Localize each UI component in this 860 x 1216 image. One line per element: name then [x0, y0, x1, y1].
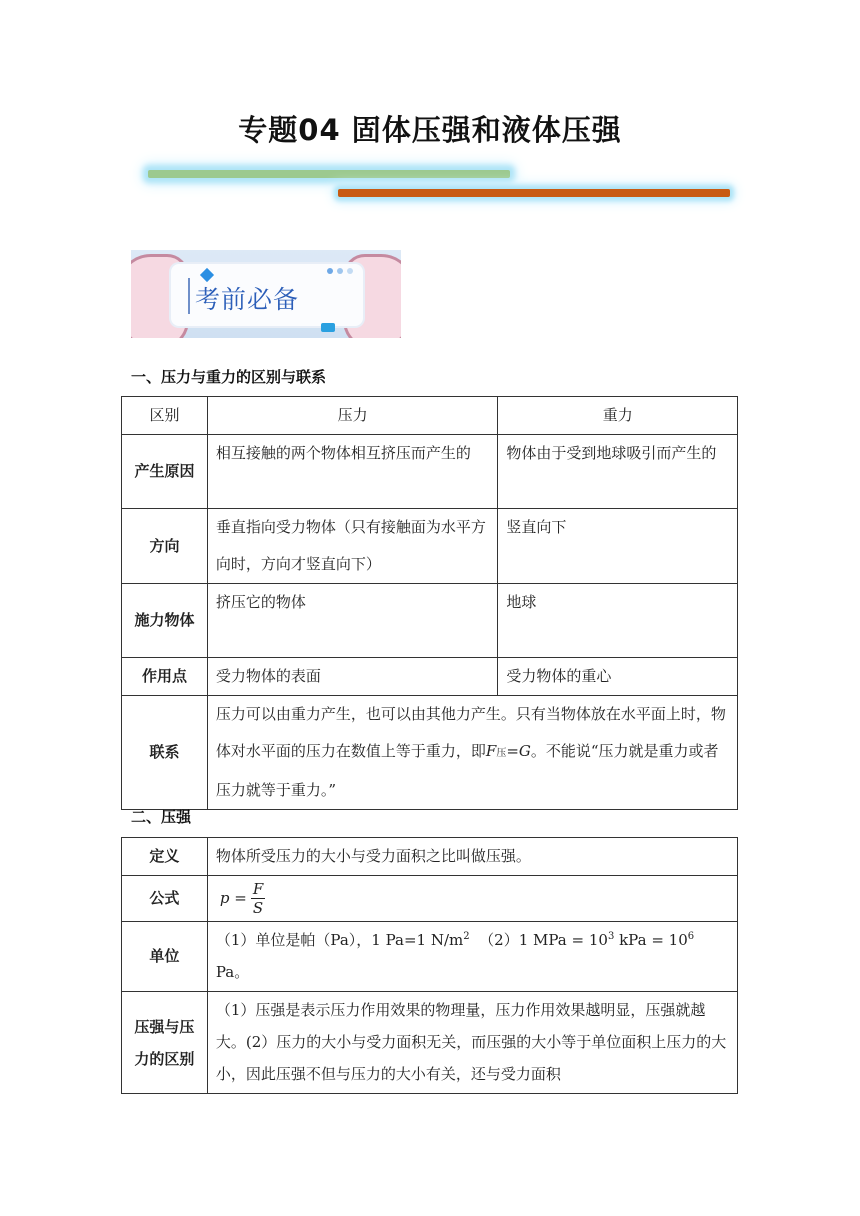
text-cursor-icon: [188, 278, 190, 314]
row-label: 施力物体: [122, 584, 208, 658]
section-heading-2: 二、压强: [131, 808, 192, 826]
force-gravity-table: [121, 396, 738, 810]
pressure-cell: 挤压它的物体: [207, 584, 498, 658]
unit-exponent: 3: [607, 931, 615, 942]
banner-label: 考前必备: [195, 285, 300, 314]
gravity-cell: 竖直向下: [498, 509, 738, 584]
relation-text: 。不能说“压力就是重力或者压力就等于重力。”: [215, 742, 719, 799]
header-cell: 区别: [122, 397, 208, 435]
table-row: [122, 658, 738, 696]
relation-text: 压力可以由重力产生，也可以由其他力产生。只有当物体放在水平面上时，物体对水平面的压力在数值上等于重力，即: [215, 705, 726, 760]
table-row: [122, 509, 738, 584]
banner-image: [131, 250, 401, 338]
section-heading-1: 一、压力与重力的区别与联系: [131, 368, 327, 386]
unit-exponent: 2: [463, 931, 470, 942]
gravity-cell: 地球: [498, 584, 738, 658]
table-row: [122, 838, 738, 876]
dot-icon: [327, 268, 333, 274]
table-row: [122, 435, 738, 509]
formula-lhs: p =: [219, 888, 247, 907]
pressure-table: [121, 837, 738, 1094]
row-label: 产生原因: [122, 435, 208, 509]
decor-bar-orange: [338, 189, 730, 197]
difference-cell: （1）压强是表示压力作用效果的物理量，压力作用效果越明显，压强就越大。(2）压力的大小与受力面积无关，而压强的大小等于单位面积上压力的大小，因此压强不但与压力的大小有关，还与受力面积: [207, 992, 737, 1094]
unit-cell: [207, 922, 737, 992]
row-label: 单位: [122, 922, 208, 992]
table-row: [122, 922, 738, 992]
force-subscript: 压: [496, 748, 507, 759]
header-cell: 重力: [498, 397, 738, 435]
unit-text: （1）单位是帕（Pa），1 Pa=1 N/m: [215, 931, 464, 949]
pressure-cell: 相互接触的两个物体相互挤压而产生的: [207, 435, 498, 509]
row-label: 定义: [122, 838, 208, 876]
unit-text: Pa。: [215, 963, 250, 981]
dot-icon: [337, 268, 343, 274]
row-label: 方向: [122, 509, 208, 584]
page-title: 专题04 固体压强和液体压强: [238, 113, 622, 147]
chat-icon: [321, 323, 335, 332]
pressure-cell: 垂直指向受力物体（只有接触面为水平方向时，方向才竖直向下）: [207, 509, 498, 584]
gravity-cell: 物体由于受到地球吸引而产生的: [498, 435, 738, 509]
table-row: [122, 876, 738, 922]
table-row: [122, 696, 738, 810]
pressure-cell: 受力物体的表面: [207, 658, 498, 696]
row-label: 压强与压力的区别: [122, 992, 208, 1094]
unit-text: kPa = 10: [614, 931, 688, 949]
row-label: 作用点: [122, 658, 208, 696]
row-label: 公式: [122, 876, 208, 922]
decor-bar-green: [148, 170, 510, 178]
formula-cell: [207, 876, 737, 922]
formula-denominator: S: [252, 899, 264, 917]
table-row: [122, 584, 738, 658]
force-symbol: F: [485, 742, 497, 760]
relation-cell: [207, 696, 737, 810]
dot-icon: [347, 268, 353, 274]
equation: =G: [506, 742, 531, 760]
row-label: 联系: [122, 696, 208, 810]
formula-numerator: F: [252, 880, 264, 898]
formula-fraction: [251, 880, 265, 917]
unit-exponent: 6: [687, 931, 695, 942]
header-cell: 压力: [207, 397, 498, 435]
table-row: [122, 992, 738, 1094]
unit-text: （2）1 MPa = 10: [479, 931, 608, 949]
table-header-row: [122, 397, 738, 435]
definition-cell: 物体所受压力的大小与受力面积之比叫做压强。: [207, 838, 737, 876]
gravity-cell: 受力物体的重心: [498, 658, 738, 696]
